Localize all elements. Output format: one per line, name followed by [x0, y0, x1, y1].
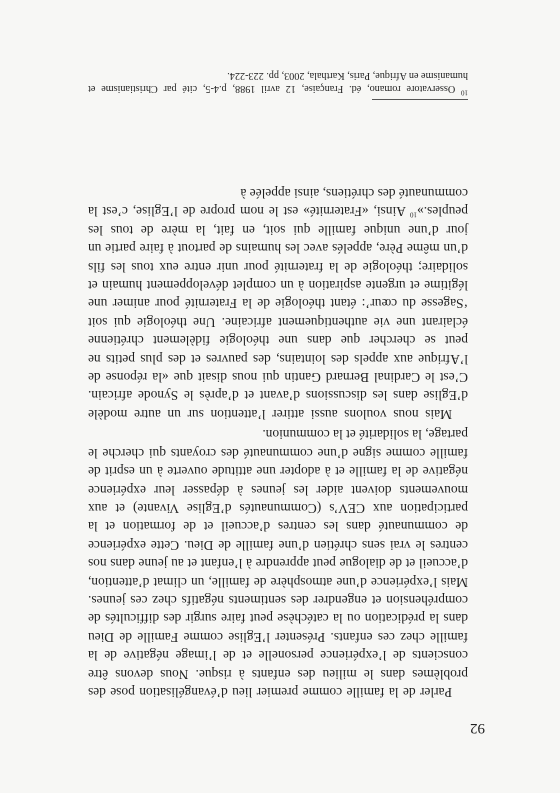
- footnote-text: Osservatore romano, éd. Française, 12 avril 1988, p.4-5, cité par Christianisme et humanisme en Afrique, Paris, Karthala, 2003, pp. 223-224.: [88, 70, 468, 94]
- footnote-marker: 10: [410, 210, 418, 219]
- paragraph-2-text: Mais nous voulons aussi attirer l’attention sur un autre modèle d’Eglise dans les discussions d’avant et d’après le Synode africain. C’est le Cardinal Bernard Gantin qui nous disait que «la réponse de l’Afrique aux appels des lointains, des pauvres et des plus petits ne peut se chercher que dans une théologie fidèlement chrétienne éclairant une vie authentiquement africaine. Une théologie qui soit ‘Sagesse du cœur’: étant théologie de la Fraternité pour animer une légitime et urgente aspiration à un complet développement humain et solidaire; théologie de la fraternité pour unir entre eux tous les fils d’un même Père, appelés avec les humains de partout à faire partie un jour d’une unique famille qui soit, en fait, la mère de tous les peuples.»: [88, 204, 468, 422]
- paragraph-2: [88, 184, 468, 423]
- footnote-number: 10: [461, 88, 468, 97]
- page-number: 92: [470, 720, 485, 736]
- body-text: [88, 184, 468, 701]
- paragraph-1: Parler de la famille comme premier lieu d’évangélisation pose des problèmes dans le milieu des enfants à risque. Nous devons être conscients de l’expérience personelle et de l’image négative de la famille chez ces enfants. Présenter l’Eglise comme Famille de Dieu dans la prédication ou la catéchèse peut faire surgir des difficultés de compréhension et engendrer des sentiments négatifs chez ces jeunes. Mais l’expérience d’une atmosphère de famille, un climat d’attention, d’accueil et de dialogue peut apprendre à l’enfant et au jeune dans nos centres le vrai sens chrétien d’une famille de Dieu. Cette expérience de communauté dans les centres d’accueil et de formation et la participation aux CEV’s (Communautés d’Eglise Vivante) et aux mouvements doivent aider les jeunes à dépasser leur expérience négative de la famille et à adopter une attitude ouverte à un esprit de famille comme signe d’une communauté des croyants qui cherche le partage, la solidarité et la communion.: [88, 427, 468, 700]
- footnote: [88, 69, 468, 95]
- paragraph-2-continuation: Ainsi, «Fraternité» est le nom propre de l’Eglise, c’est la communauté des chrétiens, ainsi appelée à: [88, 186, 468, 220]
- footnote-divider: [372, 99, 468, 100]
